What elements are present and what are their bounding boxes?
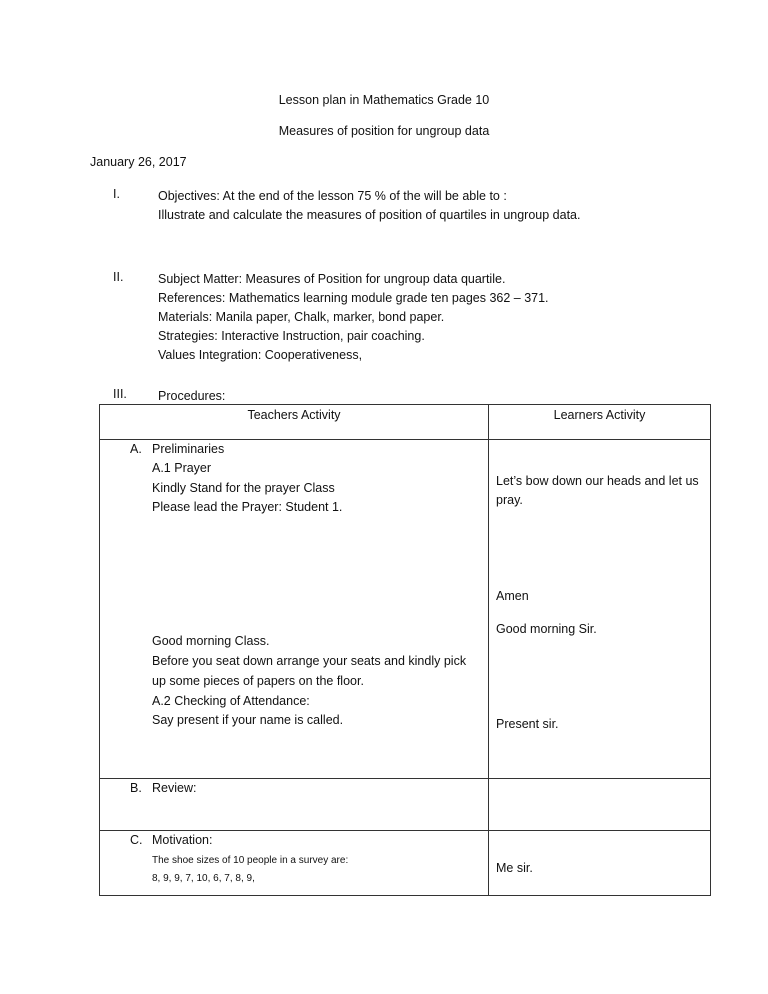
- subject-matter-line: Strategies: Interactive Instruction, pair coaching.: [158, 329, 425, 343]
- learner-line: Good morning Sir.: [496, 622, 597, 636]
- section-numeral-subject-matter: II.: [113, 270, 124, 284]
- subject-matter-line: Subject Matter: Measures of Position for ungroup data quartile.: [158, 272, 506, 286]
- teacher-line: Kindly Stand for the prayer Class: [152, 481, 335, 495]
- teacher-line: Say present if your name is called.: [152, 713, 344, 727]
- section-numeral-procedures: III.: [113, 387, 127, 401]
- objectives-line: Illustrate and calculate the measures of position of quartiles in ungroup data.: [158, 208, 581, 222]
- section-objectives: [158, 187, 580, 225]
- header-learners-activity: Learners Activity: [489, 405, 711, 440]
- row-heading: Motivation:: [152, 833, 213, 847]
- row-letter: A.: [130, 442, 142, 456]
- learner-cell-preliminaries: [489, 440, 711, 779]
- learner-line: Let’s bow down our heads and let us: [496, 474, 699, 488]
- table-row: [100, 831, 711, 896]
- table-row: [100, 440, 711, 779]
- document-subtitle: Measures of position for ungroup data: [278, 124, 490, 138]
- subject-matter-line: Values Integration: Cooperativeness,: [158, 348, 363, 362]
- learner-cell-motivation: [489, 831, 711, 896]
- teacher-line: Please lead the Prayer: Student 1.: [152, 500, 343, 514]
- header-teachers-activity: Teachers Activity: [100, 405, 489, 440]
- lesson-date: January 26, 2017: [90, 155, 187, 169]
- row-heading: Preliminaries: [152, 442, 225, 456]
- learner-cell-review: [489, 779, 711, 831]
- teacher-cell-motivation: [100, 831, 489, 896]
- section-procedures-label: Procedures:: [158, 389, 226, 403]
- row-letter: B.: [130, 781, 142, 795]
- subject-matter-line: References: Mathematics learning module grade ten pages 362 – 371.: [158, 291, 549, 305]
- teacher-line: A.2 Checking of Attendance:: [152, 694, 310, 708]
- section-numeral-objectives: I.: [113, 187, 120, 201]
- objectives-line: Objectives: At the end of the lesson 75 % of the will be able to :: [158, 189, 507, 203]
- teacher-line: up some pieces of papers on the floor.: [152, 674, 364, 688]
- table-header-row: [100, 405, 711, 440]
- learner-line: pray.: [496, 493, 523, 507]
- document-title: Lesson plan in Mathematics Grade 10: [278, 93, 490, 107]
- teacher-line: Before you seat down arrange your seats and kindly pick: [152, 654, 467, 668]
- learner-line: Present sir.: [496, 717, 559, 731]
- learner-line: Me sir.: [496, 861, 533, 875]
- row-heading: Review:: [152, 781, 197, 795]
- teacher-cell-preliminaries: [100, 440, 489, 779]
- learner-line: Amen: [496, 589, 529, 603]
- table-row: [100, 779, 711, 831]
- teacher-line: 8, 9, 9, 7, 10, 6, 7, 8, 9,: [152, 873, 255, 884]
- section-subject-matter: [158, 270, 549, 365]
- teacher-line: The shoe sizes of 10 people in a survey are:: [152, 855, 349, 866]
- subject-matter-line: Materials: Manila paper, Chalk, marker, bond paper.: [158, 310, 445, 324]
- procedures-table: [99, 404, 711, 896]
- teacher-cell-review: [100, 779, 489, 831]
- teacher-line: Good morning Class.: [152, 634, 270, 648]
- teacher-line: A.1 Prayer: [152, 461, 212, 475]
- row-letter: C.: [130, 833, 143, 847]
